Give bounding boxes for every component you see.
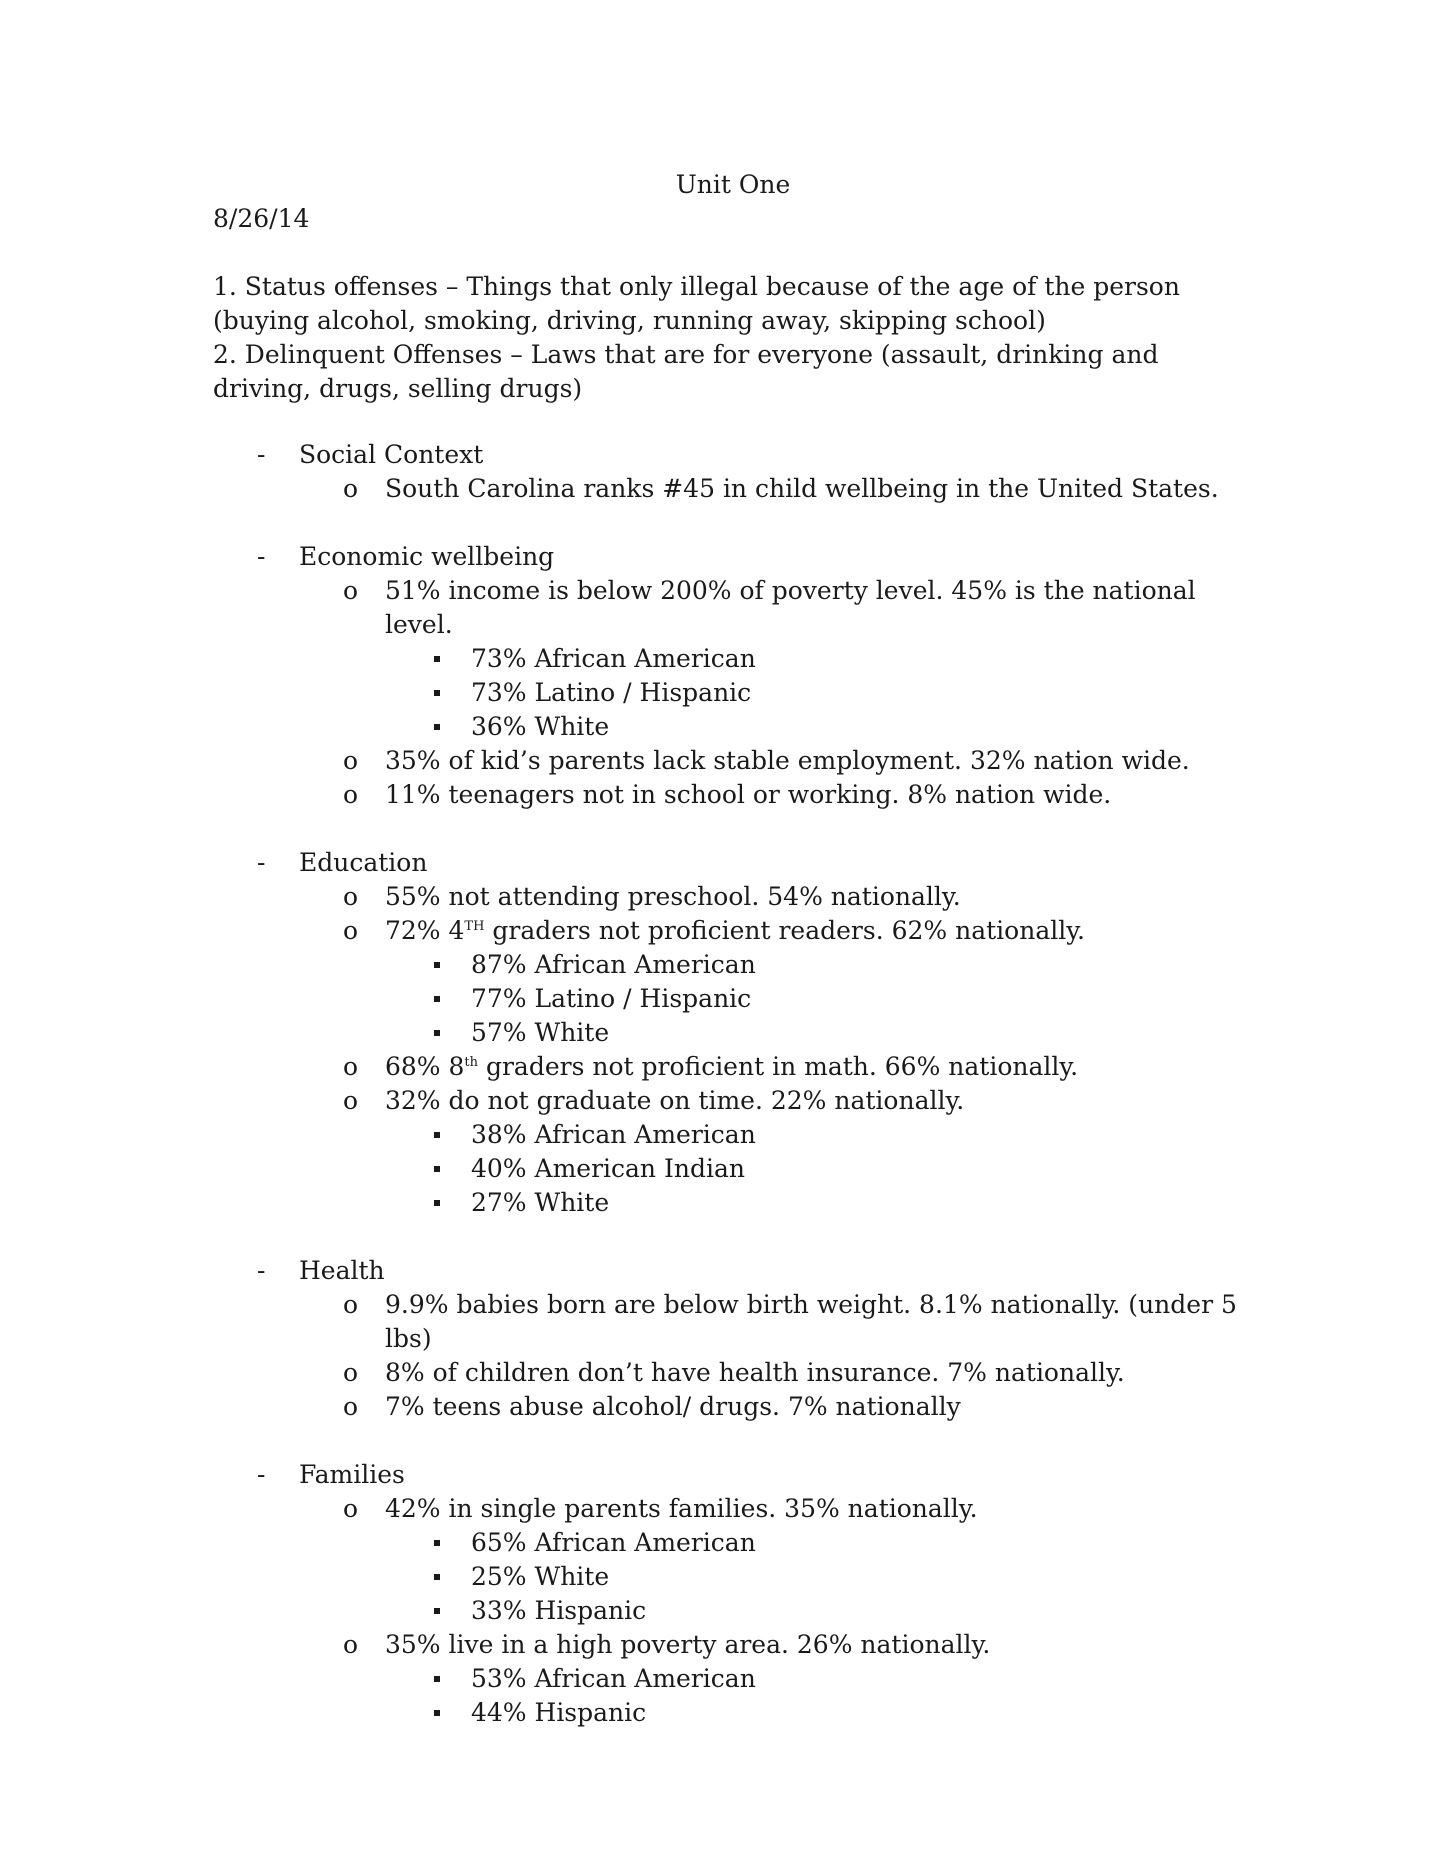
superscript: th xyxy=(464,1055,479,1070)
list-item xyxy=(213,880,1253,914)
sub-list-item-text: 57% White xyxy=(471,1018,610,1047)
section-heading xyxy=(213,540,1253,574)
circle-bullet: o xyxy=(343,1630,359,1659)
section-heading-label: Economic wellbeing xyxy=(299,542,555,571)
list-item-text: 32% do not graduate on time. 22% nationally. xyxy=(385,1086,965,1115)
sub-list-item xyxy=(213,1560,1253,1594)
circle-bullet: o xyxy=(343,746,359,775)
list-item xyxy=(213,574,1253,642)
list-item-text: South Carolina ranks #45 in child wellbeing in the United States. xyxy=(385,474,1219,503)
list-item-text: 51% income is below 200% of poverty level. 45% is the national level. xyxy=(385,576,1196,639)
list-item xyxy=(213,744,1253,778)
sub-list-item xyxy=(213,710,1253,744)
dash-bullet: - xyxy=(257,848,266,877)
text-run: graders not proficient readers. 62% nationally. xyxy=(484,916,1085,945)
sub-list-item xyxy=(213,948,1253,982)
square-bullet xyxy=(434,1030,440,1036)
sub-list-item-text: 38% African American xyxy=(471,1120,756,1149)
section-families xyxy=(213,1458,1253,1730)
list-item-text: 35% live in a high poverty area. 26% nationally. xyxy=(385,1630,991,1659)
list-item-text: 8% of children don’t have health insurance. 7% nationally. xyxy=(385,1358,1125,1387)
sub-list-item-text: 36% White xyxy=(471,712,610,741)
sub-list-item xyxy=(213,1152,1253,1186)
sub-list-item-text: 73% African American xyxy=(471,644,756,673)
section-heading-label: Health xyxy=(299,1256,385,1285)
list-item-text xyxy=(385,916,1085,945)
circle-bullet: o xyxy=(343,576,359,605)
list-item xyxy=(213,1356,1253,1390)
circle-bullet: o xyxy=(343,1290,359,1319)
page-title: Unit One xyxy=(675,170,791,199)
sub-list-item-text: 40% American Indian xyxy=(471,1154,745,1183)
text-run: graders not proficient in math. 66% nationally. xyxy=(478,1052,1079,1081)
sections xyxy=(213,438,1253,1730)
sub-list-item xyxy=(213,982,1253,1016)
circle-bullet: o xyxy=(343,1392,359,1421)
sub-list-item-text: 73% Latino / Hispanic xyxy=(471,678,752,707)
sub-list-item-text: 77% Latino / Hispanic xyxy=(471,984,752,1013)
list-item xyxy=(213,1084,1253,1118)
list-item xyxy=(213,914,1253,948)
section-education xyxy=(213,846,1253,1220)
section-health xyxy=(213,1254,1253,1424)
list-item xyxy=(213,778,1253,812)
list-item-text: 55% not attending preschool. 54% nationally. xyxy=(385,882,961,911)
sub-list-item xyxy=(213,1118,1253,1152)
square-bullet xyxy=(434,1132,440,1138)
list-item-text: 7% teens abuse alcohol/ drugs. 7% nationally xyxy=(385,1392,961,1421)
text-run: 68% 8 xyxy=(385,1052,465,1081)
text-run: 72% 4 xyxy=(385,916,465,945)
circle-bullet: o xyxy=(343,1086,359,1115)
sub-list-item xyxy=(213,1662,1253,1696)
circle-bullet: o xyxy=(343,1494,359,1523)
definitions xyxy=(213,270,1253,406)
sub-list-item xyxy=(213,676,1253,710)
definition-delinquent-offenses: 2. Delinquent Offenses – Laws that are for everyone (assault, drinking and driving, drugs, selling drugs) xyxy=(213,340,1159,403)
definition-status-offenses: 1. Status offenses – Things that only illegal because of the age of the person (buying alcohol, smoking, driving, running away, skipping school) xyxy=(213,272,1180,335)
list-item xyxy=(213,1628,1253,1662)
sub-list-item xyxy=(213,642,1253,676)
list-item-text: 42% in single parents families. 35% nationally. xyxy=(385,1494,978,1523)
list-item xyxy=(213,1050,1253,1084)
sub-list-item-text: 87% African American xyxy=(471,950,756,979)
sub-list-item-text: 65% African American xyxy=(471,1528,756,1557)
section-economic-wellbeing xyxy=(213,540,1253,812)
date-line: 8/26/14 xyxy=(213,204,310,233)
list-item xyxy=(213,1492,1253,1526)
square-bullet xyxy=(434,1200,440,1206)
circle-bullet: o xyxy=(343,780,359,809)
document-page xyxy=(213,168,1253,1764)
circle-bullet: o xyxy=(343,1358,359,1387)
circle-bullet: o xyxy=(343,474,359,503)
square-bullet xyxy=(434,1574,440,1580)
section-heading-label: Families xyxy=(299,1460,405,1489)
sub-list-item-text: 33% Hispanic xyxy=(471,1596,647,1625)
square-bullet xyxy=(434,1676,440,1682)
superscript: TH xyxy=(464,919,485,934)
sub-list-item xyxy=(213,1186,1253,1220)
square-bullet xyxy=(434,724,440,730)
square-bullet xyxy=(434,1710,440,1716)
section-social-context xyxy=(213,438,1253,506)
list-item-text xyxy=(385,1052,1078,1081)
sub-list-item xyxy=(213,1696,1253,1730)
section-heading xyxy=(213,1254,1253,1288)
sub-list-item-text: 53% African American xyxy=(471,1664,756,1693)
square-bullet xyxy=(434,656,440,662)
section-heading xyxy=(213,438,1253,472)
sub-list-item-text: 25% White xyxy=(471,1562,610,1591)
circle-bullet: o xyxy=(343,916,359,945)
sub-list-item xyxy=(213,1526,1253,1560)
list-item-text: 11% teenagers not in school or working. 8% nation wide. xyxy=(385,780,1112,809)
square-bullet xyxy=(434,962,440,968)
square-bullet xyxy=(434,1608,440,1614)
list-item-text: 9.9% babies born are below birth weight. 8.1% nationally. (under 5 lbs) xyxy=(385,1290,1237,1353)
dash-bullet: - xyxy=(257,440,266,469)
dash-bullet: - xyxy=(257,1256,266,1285)
circle-bullet: o xyxy=(343,1052,359,1081)
sub-list-item-text: 44% Hispanic xyxy=(471,1698,647,1727)
section-heading xyxy=(213,1458,1253,1492)
list-item xyxy=(213,1288,1253,1356)
section-heading-label: Education xyxy=(299,848,428,877)
sub-list-item xyxy=(213,1594,1253,1628)
sub-list-item-text: 27% White xyxy=(471,1188,610,1217)
dash-bullet: - xyxy=(257,1460,266,1489)
square-bullet xyxy=(434,690,440,696)
square-bullet xyxy=(434,1166,440,1172)
section-heading-label: Social Context xyxy=(299,440,484,469)
section-heading xyxy=(213,846,1253,880)
list-item xyxy=(213,1390,1253,1424)
list-item-text: 35% of kid’s parents lack stable employment. 32% nation wide. xyxy=(385,746,1190,775)
sub-list-item xyxy=(213,1016,1253,1050)
square-bullet xyxy=(434,1540,440,1546)
square-bullet xyxy=(434,996,440,1002)
circle-bullet: o xyxy=(343,882,359,911)
list-item xyxy=(213,472,1253,506)
dash-bullet: - xyxy=(257,542,266,571)
